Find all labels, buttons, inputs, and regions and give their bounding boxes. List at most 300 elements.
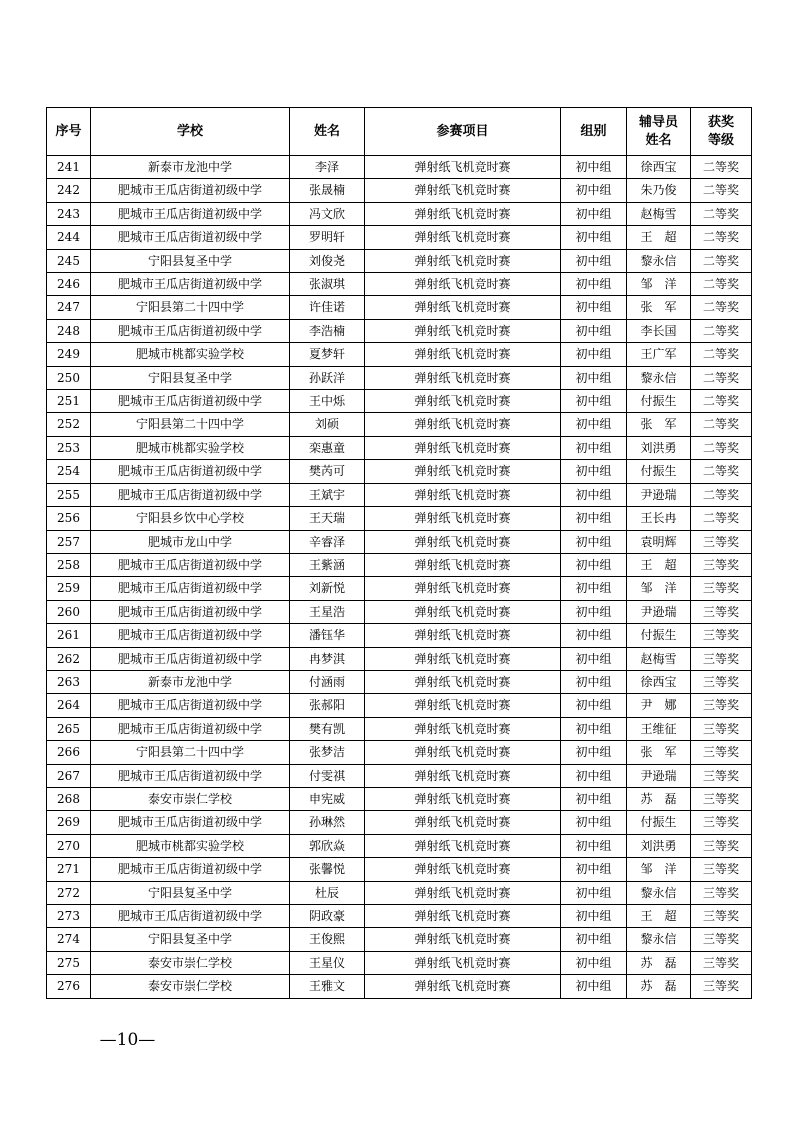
table-row — [47, 624, 752, 647]
cell-no: 241 — [47, 156, 91, 179]
cell-event: 弹射纸飞机竞时赛 — [365, 390, 561, 413]
cell-event: 弹射纸飞机竞时赛 — [365, 436, 561, 459]
cell-school: 泰安市崇仁学校 — [91, 787, 290, 810]
cell-coach: 付振生 — [627, 811, 691, 834]
cell-group: 初中组 — [561, 717, 627, 740]
cell-award: 三等奖 — [691, 741, 752, 764]
cell-school: 肥城市王瓜店街道初级中学 — [91, 858, 290, 881]
cell-coach: 徐西宝 — [627, 156, 691, 179]
table-row — [47, 319, 752, 342]
cell-name: 孙琳然 — [290, 811, 365, 834]
cell-name: 郭欣焱 — [290, 834, 365, 857]
cell-event: 弹射纸飞机竞时赛 — [365, 624, 561, 647]
cell-event: 弹射纸飞机竞时赛 — [365, 905, 561, 928]
cell-no: 271 — [47, 858, 91, 881]
cell-name: 李浩楠 — [290, 319, 365, 342]
cell-award: 二等奖 — [691, 202, 752, 225]
table-row — [47, 202, 752, 225]
cell-name: 张淑琪 — [290, 273, 365, 296]
header-group: 组别 — [561, 108, 627, 156]
cell-no: 247 — [47, 296, 91, 319]
cell-coach: 苏 磊 — [627, 787, 691, 810]
cell-school: 宁阳县复圣中学 — [91, 366, 290, 389]
cell-school: 肥城市王瓜店街道初级中学 — [91, 624, 290, 647]
cell-coach: 付振生 — [627, 390, 691, 413]
cell-group: 初中组 — [561, 249, 627, 272]
cell-event: 弹射纸飞机竞时赛 — [365, 507, 561, 530]
cell-school: 肥城市王瓜店街道初级中学 — [91, 600, 290, 623]
cell-award: 三等奖 — [691, 670, 752, 693]
cell-event: 弹射纸飞机竞时赛 — [365, 881, 561, 904]
cell-group: 初中组 — [561, 156, 627, 179]
cell-coach: 王 超 — [627, 226, 691, 249]
cell-coach: 王 超 — [627, 905, 691, 928]
cell-group: 初中组 — [561, 460, 627, 483]
cell-group: 初中组 — [561, 296, 627, 319]
cell-group: 初中组 — [561, 436, 627, 459]
cell-award: 二等奖 — [691, 390, 752, 413]
cell-award: 三等奖 — [691, 951, 752, 974]
cell-name: 樊有凯 — [290, 717, 365, 740]
cell-school: 新泰市龙池中学 — [91, 670, 290, 693]
table-row — [47, 436, 752, 459]
cell-coach: 黎永信 — [627, 881, 691, 904]
cell-group: 初中组 — [561, 226, 627, 249]
cell-award: 二等奖 — [691, 436, 752, 459]
cell-school: 宁阳县第二十四中学 — [91, 413, 290, 436]
cell-event: 弹射纸飞机竞时赛 — [365, 694, 561, 717]
cell-group: 初中组 — [561, 670, 627, 693]
cell-name: 申宪威 — [290, 787, 365, 810]
cell-group: 初中组 — [561, 834, 627, 857]
cell-award: 三等奖 — [691, 647, 752, 670]
cell-event: 弹射纸飞机竞时赛 — [365, 413, 561, 436]
cell-school: 肥城市桃都实验学校 — [91, 343, 290, 366]
cell-no: 272 — [47, 881, 91, 904]
table-row — [47, 413, 752, 436]
cell-no: 276 — [47, 975, 91, 998]
cell-school: 宁阳县复圣中学 — [91, 249, 290, 272]
cell-group: 初中组 — [561, 928, 627, 951]
cell-event: 弹射纸飞机竞时赛 — [365, 741, 561, 764]
cell-name: 张梦洁 — [290, 741, 365, 764]
cell-award: 二等奖 — [691, 249, 752, 272]
cell-award: 二等奖 — [691, 366, 752, 389]
cell-event: 弹射纸飞机竞时赛 — [365, 787, 561, 810]
cell-name: 张郝阳 — [290, 694, 365, 717]
cell-group: 初中组 — [561, 600, 627, 623]
cell-event: 弹射纸飞机竞时赛 — [365, 226, 561, 249]
cell-group: 初中组 — [561, 366, 627, 389]
cell-coach: 徐西宝 — [627, 670, 691, 693]
cell-no: 258 — [47, 553, 91, 576]
cell-group: 初中组 — [561, 694, 627, 717]
cell-coach: 邹 洋 — [627, 858, 691, 881]
cell-group: 初中组 — [561, 273, 627, 296]
cell-coach: 王广军 — [627, 343, 691, 366]
cell-name: 刘硕 — [290, 413, 365, 436]
cell-no: 251 — [47, 390, 91, 413]
cell-name: 冉梦淇 — [290, 647, 365, 670]
cell-award: 二等奖 — [691, 460, 752, 483]
table-row — [47, 249, 752, 272]
table-row — [47, 600, 752, 623]
cell-school: 肥城市王瓜店街道初级中学 — [91, 319, 290, 342]
cell-coach: 尹逊瑞 — [627, 483, 691, 506]
cell-award: 三等奖 — [691, 905, 752, 928]
table-row — [47, 577, 752, 600]
header-school: 学校 — [91, 108, 290, 156]
cell-no: 242 — [47, 179, 91, 202]
cell-award: 二等奖 — [691, 273, 752, 296]
cell-name: 刘俊尧 — [290, 249, 365, 272]
cell-coach: 黎永信 — [627, 249, 691, 272]
cell-group: 初中组 — [561, 787, 627, 810]
cell-group: 初中组 — [561, 553, 627, 576]
table-row — [47, 905, 752, 928]
cell-award: 二等奖 — [691, 179, 752, 202]
cell-event: 弹射纸飞机竞时赛 — [365, 156, 561, 179]
cell-no: 245 — [47, 249, 91, 272]
cell-school: 宁阳县复圣中学 — [91, 928, 290, 951]
cell-group: 初中组 — [561, 811, 627, 834]
cell-event: 弹射纸飞机竞时赛 — [365, 530, 561, 553]
cell-coach: 张 军 — [627, 296, 691, 319]
cell-no: 263 — [47, 670, 91, 693]
table-row — [47, 670, 752, 693]
cell-no: 275 — [47, 951, 91, 974]
cell-coach: 王 超 — [627, 553, 691, 576]
cell-group: 初中组 — [561, 413, 627, 436]
cell-group: 初中组 — [561, 624, 627, 647]
cell-event: 弹射纸飞机竞时赛 — [365, 577, 561, 600]
header-coach — [627, 108, 691, 156]
cell-school: 肥城市王瓜店街道初级中学 — [91, 694, 290, 717]
header-row — [47, 108, 752, 156]
cell-coach: 尹逊瑞 — [627, 600, 691, 623]
cell-no: 267 — [47, 764, 91, 787]
cell-no: 255 — [47, 483, 91, 506]
cell-coach: 黎永信 — [627, 928, 691, 951]
cell-award: 三等奖 — [691, 787, 752, 810]
table-row — [47, 951, 752, 974]
cell-no: 262 — [47, 647, 91, 670]
cell-name: 夏梦轩 — [290, 343, 365, 366]
cell-no: 252 — [47, 413, 91, 436]
cell-school: 肥城市桃都实验学校 — [91, 436, 290, 459]
cell-award: 三等奖 — [691, 881, 752, 904]
cell-coach: 苏 磊 — [627, 975, 691, 998]
cell-school: 肥城市王瓜店街道初级中学 — [91, 226, 290, 249]
table-row — [47, 179, 752, 202]
cell-coach: 张 军 — [627, 741, 691, 764]
cell-name: 王雅文 — [290, 975, 365, 998]
cell-coach: 尹 娜 — [627, 694, 691, 717]
cell-school: 肥城市王瓜店街道初级中学 — [91, 905, 290, 928]
cell-name: 王中烁 — [290, 390, 365, 413]
table-row — [47, 343, 752, 366]
cell-no: 261 — [47, 624, 91, 647]
cell-event: 弹射纸飞机竞时赛 — [365, 600, 561, 623]
cell-coach: 刘洪勇 — [627, 834, 691, 857]
table-row — [47, 366, 752, 389]
cell-coach: 赵梅雪 — [627, 647, 691, 670]
cell-coach: 张 军 — [627, 413, 691, 436]
cell-no: 268 — [47, 787, 91, 810]
cell-coach: 邹 洋 — [627, 273, 691, 296]
cell-name: 杜辰 — [290, 881, 365, 904]
cell-event: 弹射纸飞机竞时赛 — [365, 670, 561, 693]
cell-event: 弹射纸飞机竞时赛 — [365, 647, 561, 670]
cell-name: 付涵雨 — [290, 670, 365, 693]
table-header — [47, 108, 752, 156]
cell-award: 三等奖 — [691, 530, 752, 553]
cell-coach: 尹逊瑞 — [627, 764, 691, 787]
cell-school: 肥城市王瓜店街道初级中学 — [91, 390, 290, 413]
cell-group: 初中组 — [561, 483, 627, 506]
table-row — [47, 460, 752, 483]
cell-school: 泰安市崇仁学校 — [91, 975, 290, 998]
cell-school: 宁阳县乡饮中心学校 — [91, 507, 290, 530]
cell-award: 三等奖 — [691, 600, 752, 623]
cell-name: 樊芮可 — [290, 460, 365, 483]
awards-table — [46, 107, 752, 999]
cell-event: 弹射纸飞机竞时赛 — [365, 460, 561, 483]
cell-group: 初中组 — [561, 764, 627, 787]
cell-group: 初中组 — [561, 507, 627, 530]
cell-school: 宁阳县第二十四中学 — [91, 741, 290, 764]
table-row — [47, 647, 752, 670]
cell-event: 弹射纸飞机竞时赛 — [365, 366, 561, 389]
table-row — [47, 507, 752, 530]
table-row — [47, 975, 752, 998]
cell-event: 弹射纸飞机竞时赛 — [365, 951, 561, 974]
header-award — [691, 108, 752, 156]
cell-no: 260 — [47, 600, 91, 623]
cell-coach: 王长冉 — [627, 507, 691, 530]
header-coach-line1: 辅导员 — [638, 114, 678, 130]
cell-name: 罗明轩 — [290, 226, 365, 249]
cell-award: 三等奖 — [691, 928, 752, 951]
cell-event: 弹射纸飞机竞时赛 — [365, 343, 561, 366]
cell-group: 初中组 — [561, 741, 627, 764]
table-row — [47, 156, 752, 179]
cell-award: 二等奖 — [691, 226, 752, 249]
cell-award: 三等奖 — [691, 811, 752, 834]
cell-award: 三等奖 — [691, 764, 752, 787]
cell-award: 三等奖 — [691, 834, 752, 857]
cell-name: 张晟楠 — [290, 179, 365, 202]
cell-no: 265 — [47, 717, 91, 740]
table-row — [47, 881, 752, 904]
cell-name: 王星仪 — [290, 951, 365, 974]
cell-event: 弹射纸飞机竞时赛 — [365, 811, 561, 834]
cell-name: 刘新悦 — [290, 577, 365, 600]
cell-event: 弹射纸飞机竞时赛 — [365, 928, 561, 951]
cell-event: 弹射纸飞机竞时赛 — [365, 553, 561, 576]
cell-no: 250 — [47, 366, 91, 389]
cell-coach: 苏 磊 — [627, 951, 691, 974]
cell-group: 初中组 — [561, 202, 627, 225]
table-row — [47, 834, 752, 857]
cell-group: 初中组 — [561, 951, 627, 974]
cell-event: 弹射纸飞机竞时赛 — [365, 296, 561, 319]
cell-name: 李泽 — [290, 156, 365, 179]
cell-name: 许佳诺 — [290, 296, 365, 319]
cell-school: 肥城市王瓜店街道初级中学 — [91, 647, 290, 670]
cell-name: 孙跃洋 — [290, 366, 365, 389]
cell-event: 弹射纸飞机竞时赛 — [365, 717, 561, 740]
cell-group: 初中组 — [561, 319, 627, 342]
cell-group: 初中组 — [561, 881, 627, 904]
cell-school: 肥城市王瓜店街道初级中学 — [91, 273, 290, 296]
cell-no: 246 — [47, 273, 91, 296]
cell-school: 泰安市崇仁学校 — [91, 951, 290, 974]
cell-group: 初中组 — [561, 343, 627, 366]
cell-award: 三等奖 — [691, 624, 752, 647]
cell-award: 二等奖 — [691, 296, 752, 319]
cell-coach: 付振生 — [627, 624, 691, 647]
table-row — [47, 390, 752, 413]
header-no: 序号 — [47, 108, 91, 156]
cell-no: 264 — [47, 694, 91, 717]
cell-event: 弹射纸飞机竞时赛 — [365, 273, 561, 296]
cell-event: 弹射纸飞机竞时赛 — [365, 975, 561, 998]
cell-no: 248 — [47, 319, 91, 342]
cell-no: 243 — [47, 202, 91, 225]
cell-school: 肥城市王瓜店街道初级中学 — [91, 811, 290, 834]
cell-coach: 王维征 — [627, 717, 691, 740]
cell-coach: 李长国 — [627, 319, 691, 342]
header-coach-line2: 姓名 — [645, 132, 672, 148]
cell-group: 初中组 — [561, 975, 627, 998]
cell-event: 弹射纸飞机竞时赛 — [365, 249, 561, 272]
cell-name: 张馨悦 — [290, 858, 365, 881]
cell-name: 王紫涵 — [290, 553, 365, 576]
cell-coach: 袁明辉 — [627, 530, 691, 553]
table-body — [47, 156, 752, 999]
cell-name: 潘钰华 — [290, 624, 365, 647]
table-row — [47, 858, 752, 881]
table-row — [47, 741, 752, 764]
cell-school: 肥城市王瓜店街道初级中学 — [91, 553, 290, 576]
cell-coach: 黎永信 — [627, 366, 691, 389]
cell-coach: 刘洪勇 — [627, 436, 691, 459]
cell-group: 初中组 — [561, 179, 627, 202]
table-row — [47, 811, 752, 834]
cell-name: 阴政豪 — [290, 905, 365, 928]
cell-group: 初中组 — [561, 577, 627, 600]
cell-award: 三等奖 — [691, 694, 752, 717]
cell-award: 三等奖 — [691, 553, 752, 576]
cell-group: 初中组 — [561, 390, 627, 413]
cell-school: 宁阳县复圣中学 — [91, 881, 290, 904]
cell-event: 弹射纸飞机竞时赛 — [365, 483, 561, 506]
table-row — [47, 226, 752, 249]
cell-group: 初中组 — [561, 905, 627, 928]
header-name: 姓名 — [290, 108, 365, 156]
cell-no: 254 — [47, 460, 91, 483]
cell-school: 肥城市桃都实验学校 — [91, 834, 290, 857]
cell-school: 新泰市龙池中学 — [91, 156, 290, 179]
cell-school: 宁阳县第二十四中学 — [91, 296, 290, 319]
cell-event: 弹射纸飞机竞时赛 — [365, 764, 561, 787]
table-row — [47, 717, 752, 740]
cell-award: 二等奖 — [691, 343, 752, 366]
table-row — [47, 764, 752, 787]
cell-event: 弹射纸飞机竞时赛 — [365, 858, 561, 881]
cell-school: 肥城市王瓜店街道初级中学 — [91, 179, 290, 202]
cell-award: 二等奖 — [691, 156, 752, 179]
cell-coach: 赵梅雪 — [627, 202, 691, 225]
cell-name: 冯文欣 — [290, 202, 365, 225]
cell-name: 付雯祺 — [290, 764, 365, 787]
cell-school: 肥城市王瓜店街道初级中学 — [91, 483, 290, 506]
cell-no: 256 — [47, 507, 91, 530]
table-row — [47, 694, 752, 717]
cell-no: 274 — [47, 928, 91, 951]
cell-award: 二等奖 — [691, 507, 752, 530]
cell-no: 273 — [47, 905, 91, 928]
cell-group: 初中组 — [561, 647, 627, 670]
cell-school: 肥城市王瓜店街道初级中学 — [91, 460, 290, 483]
cell-event: 弹射纸飞机竞时赛 — [365, 319, 561, 342]
cell-no: 259 — [47, 577, 91, 600]
table-row — [47, 483, 752, 506]
cell-no: 249 — [47, 343, 91, 366]
cell-no: 244 — [47, 226, 91, 249]
cell-school: 肥城市王瓜店街道初级中学 — [91, 577, 290, 600]
cell-school: 肥城市王瓜店街道初级中学 — [91, 717, 290, 740]
cell-group: 初中组 — [561, 530, 627, 553]
cell-name: 王星浩 — [290, 600, 365, 623]
cell-name: 栾惠童 — [290, 436, 365, 459]
cell-award: 三等奖 — [691, 577, 752, 600]
cell-school: 肥城市王瓜店街道初级中学 — [91, 764, 290, 787]
cell-coach: 朱乃俊 — [627, 179, 691, 202]
cell-event: 弹射纸飞机竞时赛 — [365, 202, 561, 225]
cell-name: 王天瑞 — [290, 507, 365, 530]
cell-no: 270 — [47, 834, 91, 857]
cell-group: 初中组 — [561, 858, 627, 881]
table-row — [47, 296, 752, 319]
table-row — [47, 530, 752, 553]
cell-award: 二等奖 — [691, 319, 752, 342]
cell-coach: 付振生 — [627, 460, 691, 483]
table-row — [47, 787, 752, 810]
header-event: 参赛项目 — [365, 108, 561, 156]
header-award-line1: 获奖 — [707, 114, 734, 130]
table-row — [47, 928, 752, 951]
cell-award: 二等奖 — [691, 413, 752, 436]
table-row — [47, 273, 752, 296]
cell-coach: 邹 洋 — [627, 577, 691, 600]
cell-award: 三等奖 — [691, 858, 752, 881]
cell-award: 二等奖 — [691, 483, 752, 506]
cell-no: 257 — [47, 530, 91, 553]
cell-event: 弹射纸飞机竞时赛 — [365, 834, 561, 857]
cell-event: 弹射纸飞机竞时赛 — [365, 179, 561, 202]
header-award-line2: 等级 — [707, 132, 734, 148]
cell-name: 王斌宇 — [290, 483, 365, 506]
cell-award: 三等奖 — [691, 717, 752, 740]
cell-award: 三等奖 — [691, 975, 752, 998]
cell-no: 269 — [47, 811, 91, 834]
cell-no: 253 — [47, 436, 91, 459]
table-row — [47, 553, 752, 576]
cell-name: 辛睿泽 — [290, 530, 365, 553]
cell-name: 王俊熙 — [290, 928, 365, 951]
